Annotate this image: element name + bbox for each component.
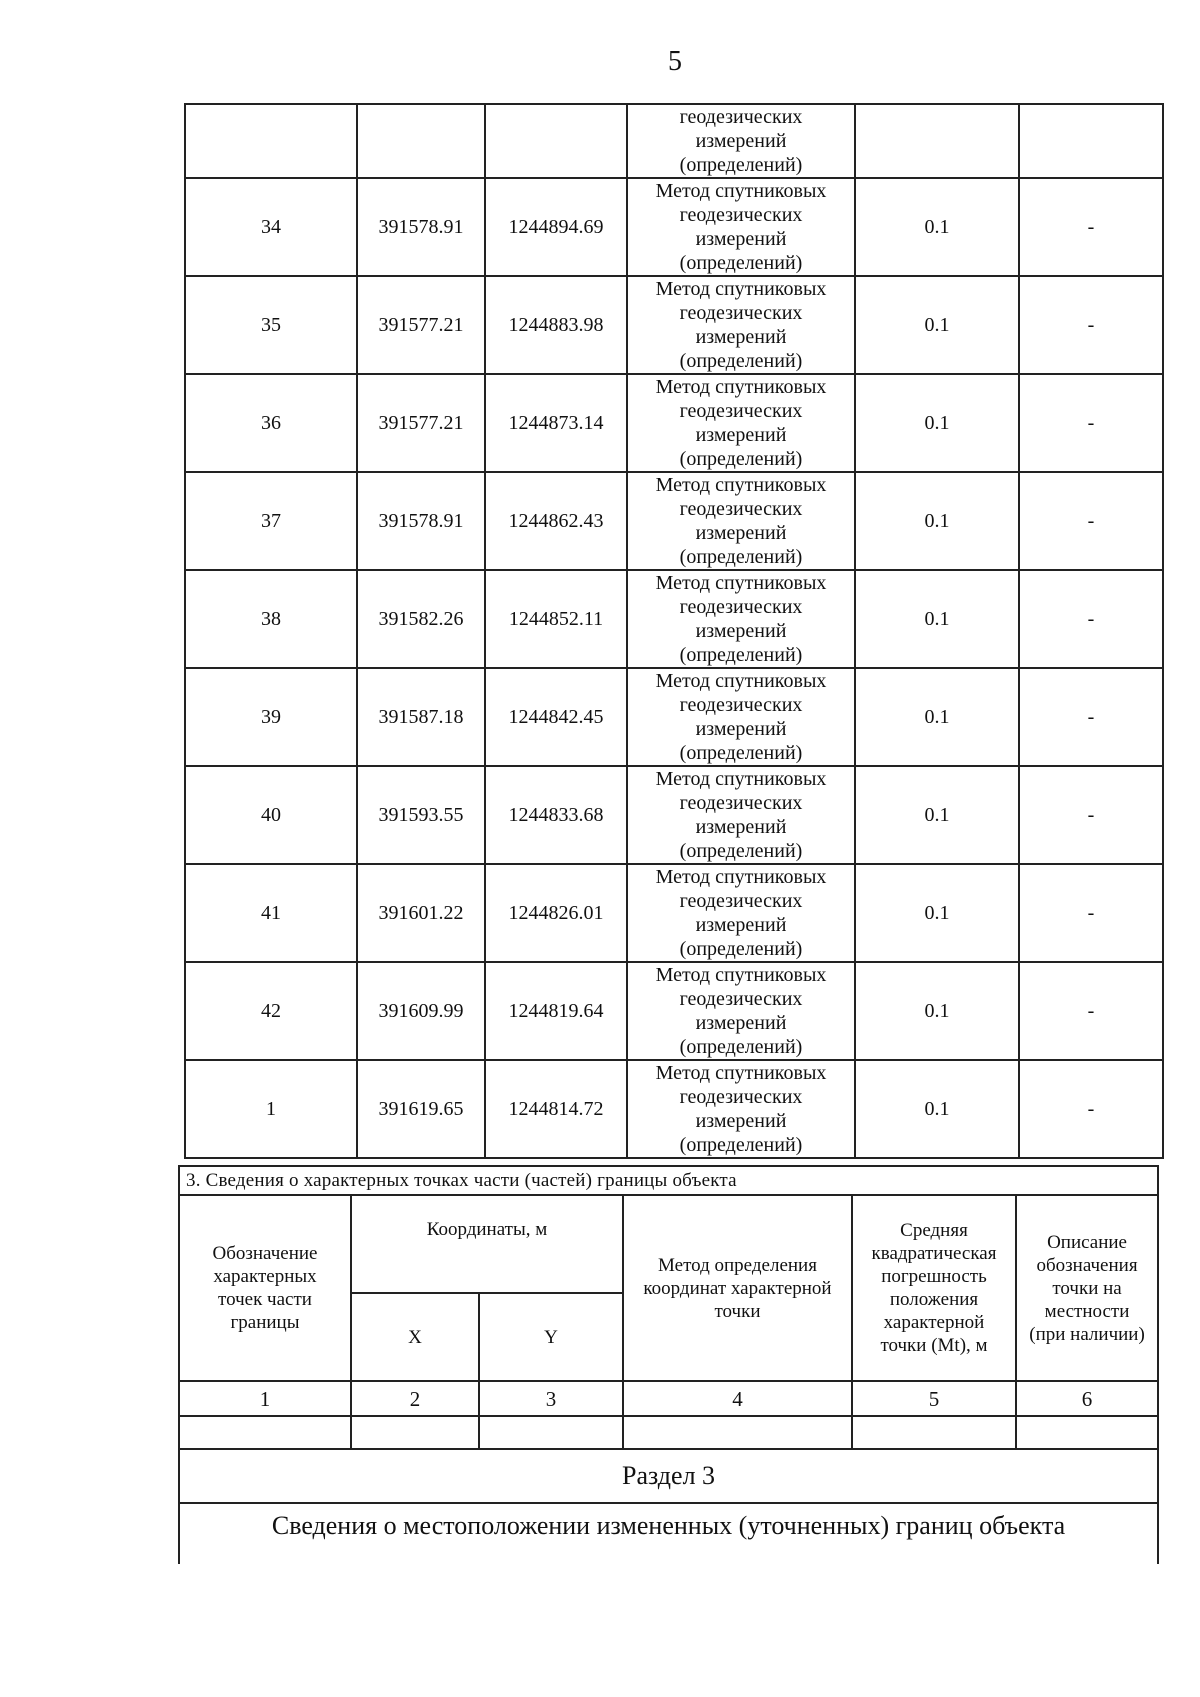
table-row bbox=[185, 178, 1163, 276]
section-3-title: Сведения о местоположении измененных (уточненных) границ объекта bbox=[179, 1503, 1158, 1564]
description-cell: - bbox=[1019, 668, 1163, 766]
point-number-cell: 34 bbox=[185, 178, 357, 276]
description-cell: - bbox=[1019, 374, 1163, 472]
column-number: 6 bbox=[1016, 1381, 1158, 1416]
point-number-cell bbox=[185, 104, 357, 178]
y-coordinate-cell: 1244873.14 bbox=[485, 374, 627, 472]
point-number-cell: 1 bbox=[185, 1060, 357, 1158]
column-number: 1 bbox=[179, 1381, 351, 1416]
empty-cell bbox=[1016, 1416, 1158, 1449]
empty-cell bbox=[479, 1416, 623, 1449]
description-cell: - bbox=[1019, 570, 1163, 668]
empty-cell bbox=[179, 1416, 351, 1449]
y-coordinate-cell: 1244833.68 bbox=[485, 766, 627, 864]
column-number: 3 bbox=[479, 1381, 623, 1416]
point-number-cell: 41 bbox=[185, 864, 357, 962]
point-number-cell: 35 bbox=[185, 276, 357, 374]
accuracy-cell bbox=[855, 104, 1019, 178]
characteristic-points-table bbox=[184, 103, 1164, 1159]
description-cell: - bbox=[1019, 178, 1163, 276]
x-coordinate-cell: 391601.22 bbox=[357, 864, 485, 962]
designation-header: Обозначение характерных точек части границы bbox=[179, 1195, 351, 1381]
x-coordinate-cell: 391582.26 bbox=[357, 570, 485, 668]
method-cell: Метод спутниковых геодезических измерений (определений) bbox=[627, 1060, 855, 1158]
column-number: 4 bbox=[623, 1381, 852, 1416]
x-coordinate-cell: 391609.99 bbox=[357, 962, 485, 1060]
y-coordinate-cell: 1244852.11 bbox=[485, 570, 627, 668]
table-row bbox=[185, 276, 1163, 374]
x-coordinate-cell: 391577.21 bbox=[357, 374, 485, 472]
table-row bbox=[185, 104, 1163, 178]
y-coordinate-cell: 1244819.64 bbox=[485, 962, 627, 1060]
x-coordinate-cell: 391619.65 bbox=[357, 1060, 485, 1158]
table-row bbox=[185, 864, 1163, 962]
description-cell: - bbox=[1019, 864, 1163, 962]
table-row bbox=[185, 374, 1163, 472]
empty-row bbox=[179, 1416, 1158, 1449]
part-points-table bbox=[178, 1165, 1159, 1564]
description-cell: - bbox=[1019, 962, 1163, 1060]
method-cell: Метод спутниковых геодезических измерений (определений) bbox=[627, 962, 855, 1060]
table-row bbox=[185, 668, 1163, 766]
point-number-cell: 42 bbox=[185, 962, 357, 1060]
table-row bbox=[185, 1060, 1163, 1158]
accuracy-cell: 0.1 bbox=[855, 668, 1019, 766]
y-coordinate-cell: 1244826.01 bbox=[485, 864, 627, 962]
point-number-cell: 39 bbox=[185, 668, 357, 766]
method-header: Метод определения координат характерной точки bbox=[623, 1195, 852, 1381]
accuracy-cell: 0.1 bbox=[855, 178, 1019, 276]
method-cell: Метод спутниковых геодезических измерений (определений) bbox=[627, 178, 855, 276]
accuracy-cell: 0.1 bbox=[855, 570, 1019, 668]
accuracy-cell: 0.1 bbox=[855, 766, 1019, 864]
table-row bbox=[185, 766, 1163, 864]
y-header: Y bbox=[479, 1293, 623, 1381]
method-cell: геодезических измерений (определений) bbox=[627, 104, 855, 178]
point-number-cell: 38 bbox=[185, 570, 357, 668]
method-cell: Метод спутниковых геодезических измерений (определений) bbox=[627, 864, 855, 962]
y-coordinate-cell: 1244883.98 bbox=[485, 276, 627, 374]
x-coordinate-cell: 391578.91 bbox=[357, 472, 485, 570]
point-number-cell: 37 bbox=[185, 472, 357, 570]
point-number-cell: 36 bbox=[185, 374, 357, 472]
column-number: 2 bbox=[351, 1381, 479, 1416]
y-coordinate-cell: 1244894.69 bbox=[485, 178, 627, 276]
x-coordinate-cell: 391587.18 bbox=[357, 668, 485, 766]
accuracy-cell: 0.1 bbox=[855, 1060, 1019, 1158]
description-cell bbox=[1019, 104, 1163, 178]
x-coordinate-cell: 391578.91 bbox=[357, 178, 485, 276]
description-cell: - bbox=[1019, 276, 1163, 374]
method-cell: Метод спутниковых геодезических измерений (определений) bbox=[627, 472, 855, 570]
method-cell: Метод спутниковых геодезических измерений (определений) bbox=[627, 668, 855, 766]
table-row bbox=[185, 962, 1163, 1060]
empty-cell bbox=[852, 1416, 1016, 1449]
table-row bbox=[185, 570, 1163, 668]
page-number: 5 bbox=[668, 46, 682, 77]
accuracy-cell: 0.1 bbox=[855, 962, 1019, 1060]
point-number-cell: 40 bbox=[185, 766, 357, 864]
y-coordinate-cell bbox=[485, 104, 627, 178]
x-coordinate-cell: 391577.21 bbox=[357, 276, 485, 374]
table-row bbox=[185, 472, 1163, 570]
y-coordinate-cell: 1244814.72 bbox=[485, 1060, 627, 1158]
method-cell: Метод спутниковых геодезических измерений (определений) bbox=[627, 766, 855, 864]
column-number: 5 bbox=[852, 1381, 1016, 1416]
accuracy-cell: 0.1 bbox=[855, 374, 1019, 472]
x-coordinate-cell: 391593.55 bbox=[357, 766, 485, 864]
method-cell: Метод спутниковых геодезических измерений (определений) bbox=[627, 374, 855, 472]
y-coordinate-cell: 1244862.43 bbox=[485, 472, 627, 570]
description-cell: - bbox=[1019, 472, 1163, 570]
coordinates-header: Координаты, м bbox=[351, 1195, 623, 1293]
x-header: X bbox=[351, 1293, 479, 1381]
part-points-section-title: 3. Сведения о характерных точках части (частей) границы объекта bbox=[179, 1166, 1158, 1195]
empty-cell bbox=[623, 1416, 852, 1449]
description-cell: - bbox=[1019, 766, 1163, 864]
section-3-label: Раздел 3 bbox=[179, 1449, 1158, 1503]
accuracy-header: Средняя квадратическая погрешность положения характерной точки (Mt), м bbox=[852, 1195, 1016, 1381]
method-cell: Метод спутниковых геодезических измерений (определений) bbox=[627, 570, 855, 668]
description-cell: - bbox=[1019, 1060, 1163, 1158]
accuracy-cell: 0.1 bbox=[855, 276, 1019, 374]
method-cell: Метод спутниковых геодезических измерений (определений) bbox=[627, 276, 855, 374]
description-header: Описание обозначения точки на местности (при наличии) bbox=[1016, 1195, 1158, 1381]
accuracy-cell: 0.1 bbox=[855, 864, 1019, 962]
x-coordinate-cell bbox=[357, 104, 485, 178]
accuracy-cell: 0.1 bbox=[855, 472, 1019, 570]
empty-cell bbox=[351, 1416, 479, 1449]
y-coordinate-cell: 1244842.45 bbox=[485, 668, 627, 766]
